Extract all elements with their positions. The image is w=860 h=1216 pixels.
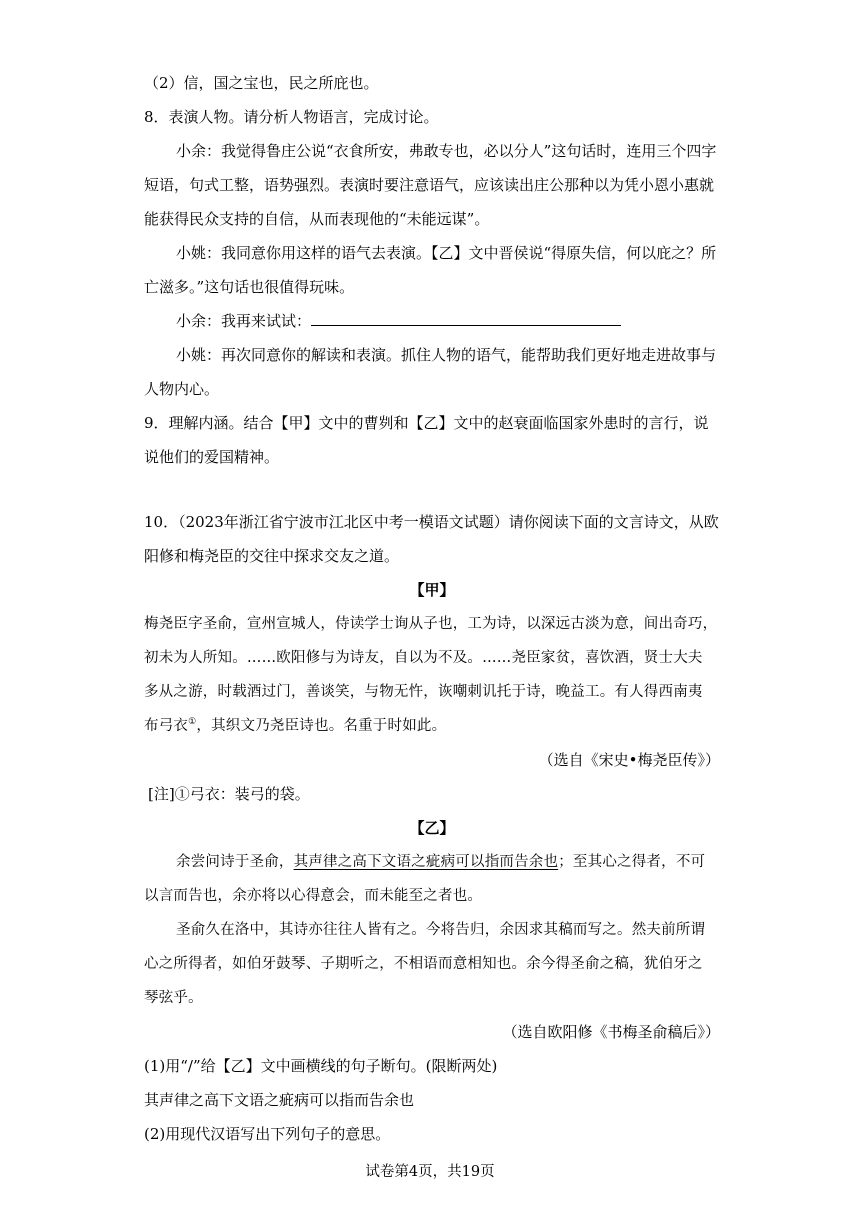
q8-xiaoyu-try (176, 311, 720, 331)
passage-yi-line-3: 圣俞久在洛中，其诗亦往往人皆有之。今将告归，余因求其稿而写之。然夫前所谓 (176, 922, 706, 938)
page-footer: 试卷第4页，共19页 (365, 1164, 495, 1180)
passage-yi-line-1-end: ；至其心之得者，不可 (558, 854, 706, 870)
q10-intro-line-2: 阳修和梅尧臣的交往中探求交友之道。 (144, 547, 400, 565)
answer-blank[interactable] (311, 311, 621, 326)
passage-yi-line-5: 琴弦乎。 (144, 990, 203, 1006)
q8-xiaoyu-try-label: 小余：我再来试试： (176, 312, 312, 330)
q8-prompt: 8．表演人物。请分析人物语言，完成讨论。 (144, 108, 439, 126)
passage-yi-line-4: 心之所得者，如伯牙鼓琴、子期听之，不相语而意相知也。余今得圣俞之稿，犹伯牙之 (144, 956, 703, 972)
passage-yi-source: （选自欧阳修《书梅圣俞稿后》） (502, 1023, 720, 1041)
passage-jia-line-4-start: 布弓衣 (144, 718, 189, 734)
q9-prompt-line-2: 说他们的爱国精神。 (144, 448, 280, 466)
underlined-sentence: 其声律之高下文语之疵病可以指而告余也 (293, 854, 559, 870)
passage-yi-line-1 (176, 852, 720, 872)
q8-xiaoyao2-line-2: 人物内心。 (144, 380, 220, 398)
q8-xiaoyu-line-3: 能获得民众支持的自信，从而表现他的“未能远谋”。 (144, 210, 490, 228)
q8-xiaoyao-line-1: 小姚：我同意你用这样的语气去表演。【乙】文中晋侯说“得原失信，何以庇之？所 (176, 244, 717, 262)
q8-xiaoyao2-line-1: 小姚：再次同意你的解读和表演。抓住人物的语气，能帮助我们更好地走进故事与 (176, 346, 717, 364)
passage-yi-line-1-start: 余尝问诗于圣俞， (176, 854, 294, 870)
q10-sub-1-text: 其声律之高下文语之疵病可以指而告余也 (144, 1091, 415, 1109)
footnote: [注]①弓衣：装弓的袋。 (148, 785, 310, 803)
q10-sub-2: (2)用现代汉语写出下列句子的意思。 (144, 1125, 391, 1143)
q8-xiaoyu-line-2: 短语，句式工整，语势强烈。表演时要注意语气，应该读出庄公那种以为凭小恩小惠就 (144, 176, 715, 194)
q9-prompt-line-1: 9．理解内涵。结合【甲】文中的曹刿和【乙】文中的赵衰面临国家外患时的言行，说 (144, 414, 709, 432)
passage-jia-line-4-end: ，其织文乃尧臣诗也。名重于时如此。 (196, 718, 447, 734)
passage-yi-line-2: 以言而告也，余亦将以心得意会，而未能至之者也。 (144, 888, 483, 904)
q10-intro-line-1: 10．（2023年浙江省宁波市江北区中考一模语文试题）请你阅读下面的文言诗文，从欧 (144, 513, 719, 531)
passage-yi-heading: 【乙】 (409, 819, 455, 837)
q10-sub-1: (1)用“/”给【乙】文中画横线的句子断句。(限断两处) (144, 1057, 498, 1075)
passage-jia-line-4 (144, 716, 720, 736)
passage-jia-heading: 【甲】 (409, 581, 455, 599)
passage-jia-line-2: 初未为人所知。……欧阳修与为诗友，自以为不及。……尧臣家贫，喜饮酒，贤士大夫 (144, 650, 703, 666)
q7-item-2: （2）信，国之宝也，民之所庇也。 (144, 74, 379, 92)
q8-xiaoyu-line-1: 小余：我觉得鲁庄公说“衣食所安，弗敢专也，必以分人”这句话时，连用三个四字 (176, 142, 717, 160)
passage-jia-line-1: 梅尧臣字圣俞，宣州宣城人，侍读学士询从子也，工为诗，以深远古淡为意，间出奇巧， (144, 616, 718, 632)
passage-jia-source: （选自《宋史•梅尧臣传》） (538, 751, 720, 769)
footnote-marker: ① (188, 717, 197, 728)
passage-jia-line-3: 多从之游，时载酒过门，善谈笑，与物无忤，诙嘲刺讥托于诗，晚益工。有人得西南夷 (144, 684, 703, 700)
q8-xiaoyao-line-2: 亡滋多。”这句话也很值得玩味。 (144, 278, 355, 296)
